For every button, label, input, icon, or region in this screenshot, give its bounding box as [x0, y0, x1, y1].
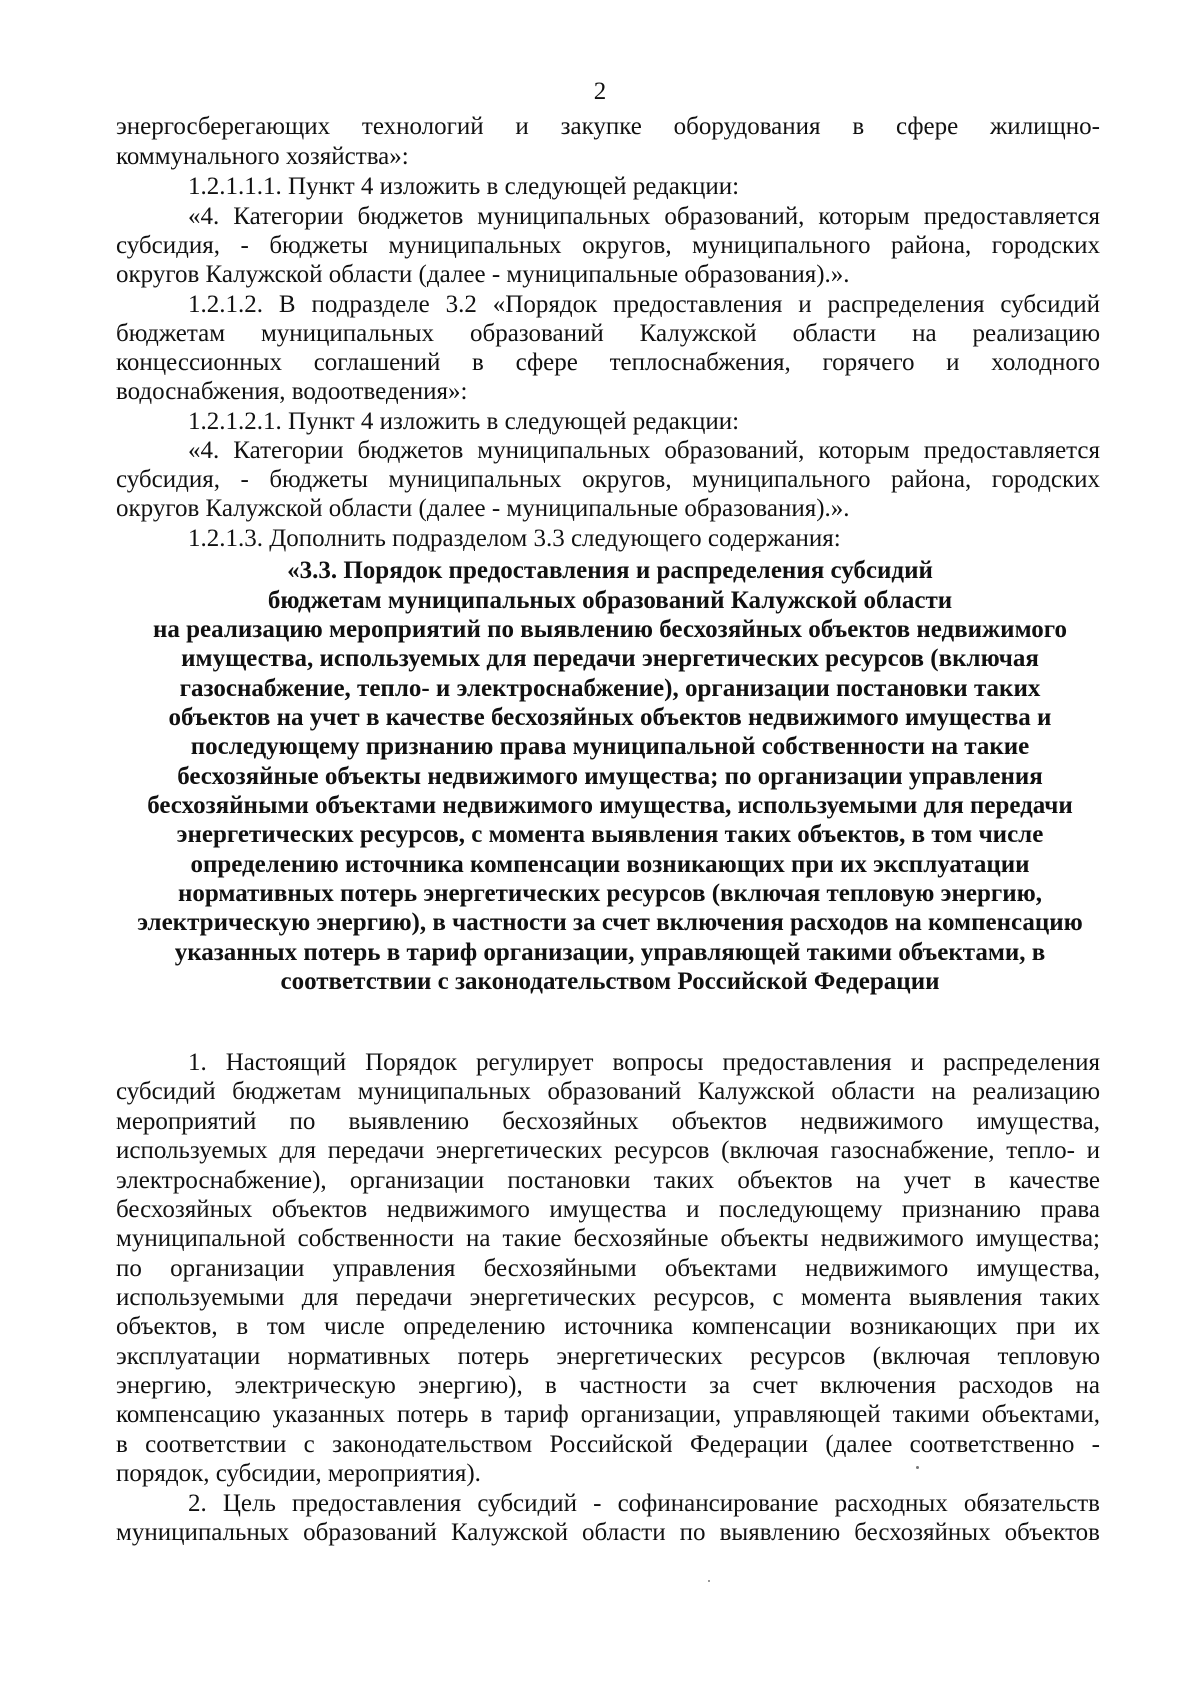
section-heading-line: соответствии с законодательством Российской Федерации — [280, 968, 940, 995]
intro-line: округов Калужской области (далее - муниципальные образования).». — [116, 495, 850, 522]
body-line: объектов, в том числе определению источника компенсации возникающих при их — [116, 1313, 1100, 1340]
intro-line: энергосберегающих технологий и закупке оборудования в сфере жилищно- — [116, 113, 1100, 140]
body-line: компенсацию указанных потерь в тариф организации, управляющей такими объектами, — [116, 1401, 1100, 1428]
section-heading-line: на реализацию мероприятий по выявлению бесхозяйных объектов недвижимого — [152, 616, 1068, 643]
section-heading-line: указанных потерь в тариф организации, управляющей такими объектами, в — [174, 939, 1046, 966]
intro-line: водоснабжения, водоотведения»: — [116, 378, 468, 405]
section-heading-line: последующему признанию права муниципальной собственности на такие — [190, 733, 1030, 760]
body-line: субсидий бюджетам муниципальных образований Калужской области на реализацию — [116, 1078, 1100, 1105]
section-heading-line: бесхозяйные объекты недвижимого имущества; по организации управления — [177, 763, 1043, 790]
intro-line: коммунального хозяйства»: — [116, 143, 409, 170]
section-heading-line: электрическую энергию), в частности за счет включения расходов на компенсацию — [137, 909, 1083, 936]
intro-line: 1.2.1.2.1. Пункт 4 изложить в следующей редакции: — [188, 408, 740, 435]
body-line: используемых для передачи энергетических ресурсов (включая газоснабжение, тепло- и — [116, 1137, 1100, 1164]
intro-line: «4. Категории бюджетов муниципальных образований, которым предоставляется — [188, 437, 1100, 464]
section-heading-line: газоснабжение, тепло- и электроснабжение), организации постановки таких — [179, 675, 1041, 702]
section-heading-line: нормативных потерь энергетических ресурсов (включая тепловую энергию, — [178, 880, 1042, 907]
section-heading-line: энергетических ресурсов, с момента выявления таких объектов, в том числе — [176, 821, 1044, 848]
body-line: муниципальной собственности на такие бесхозяйные объекты недвижимого имущества; — [116, 1225, 1100, 1252]
intro-line: 1.2.1.3. Дополнить подразделом 3.3 следующего содержания: — [188, 525, 841, 552]
body-line: муниципальных образований Калужской области по выявлению бесхозяйных объектов — [116, 1519, 1100, 1546]
body-line: 2. Цель предоставления субсидий - софинансирование расходных обязательств — [188, 1490, 1100, 1517]
intro-line: 1.2.1.2. В подразделе 3.2 «Порядок предоставления и распределения субсидий — [188, 291, 1100, 318]
section-heading-line: объектов на учет в качестве бесхозяйных объектов недвижимого имущества и — [168, 704, 1052, 731]
scan-speck — [708, 1580, 710, 1582]
intro-line: бюджетам муниципальных образований Калужской области на реализацию — [116, 320, 1100, 347]
body-line: электроснабжение), организации постановки таких объектов на учет в качестве — [116, 1167, 1100, 1194]
page-number: 2 — [593, 78, 607, 105]
intro-line: субсидия, - бюджеты муниципальных округов, муниципального района, городских — [116, 466, 1100, 493]
body-line: используемыми для передачи энергетических ресурсов, с момента выявления таких — [116, 1284, 1100, 1311]
body-line: 1. Настоящий Порядок регулирует вопросы предоставления и распределения — [188, 1049, 1100, 1076]
intro-line: 1.2.1.1.1. Пункт 4 изложить в следующей редакции: — [188, 173, 740, 200]
intro-line: концессионных соглашений в сфере теплоснабжения, горячего и холодного — [116, 349, 1100, 376]
section-heading-line: имущества, используемых для передачи энергетических ресурсов (включая — [181, 645, 1039, 672]
body-line: мероприятий по выявлению бесхозяйных объектов недвижимого имущества, — [116, 1108, 1100, 1135]
body-line: порядок, субсидии, мероприятия). — [116, 1460, 481, 1487]
section-heading-line: определению источника компенсации возникающих при их эксплуатации — [190, 851, 1030, 878]
section-heading-line: «3.3. Порядок предоставления и распределения субсидий — [287, 557, 933, 584]
section-heading-line: бюджетам муниципальных образований Калужской области — [267, 587, 953, 614]
body-line: по организации управления бесхозяйными объектами недвижимого имущества, — [116, 1255, 1100, 1282]
intro-line: «4. Категории бюджетов муниципальных образований, которым предоставляется — [188, 203, 1100, 230]
body-line: энергию, электрическую энергию), в частности за счет включения расходов на — [116, 1372, 1100, 1399]
intro-line: округов Калужской области (далее - муниципальные образования).». — [116, 261, 850, 288]
intro-line: субсидия, - бюджеты муниципальных округов, муниципального района, городских — [116, 232, 1100, 259]
section-heading-line: бесхозяйными объектами недвижимого имущества, используемыми для передачи — [147, 792, 1073, 819]
body-line: в соответствии с законодательством Российской Федерации (далее соответственно - — [116, 1431, 1100, 1458]
body-line: эксплуатации нормативных потерь энергетических ресурсов (включая тепловую — [116, 1343, 1100, 1370]
body-line: бесхозяйных объектов недвижимого имущества и последующему признанию права — [116, 1196, 1100, 1223]
scan-speck — [916, 1466, 919, 1469]
